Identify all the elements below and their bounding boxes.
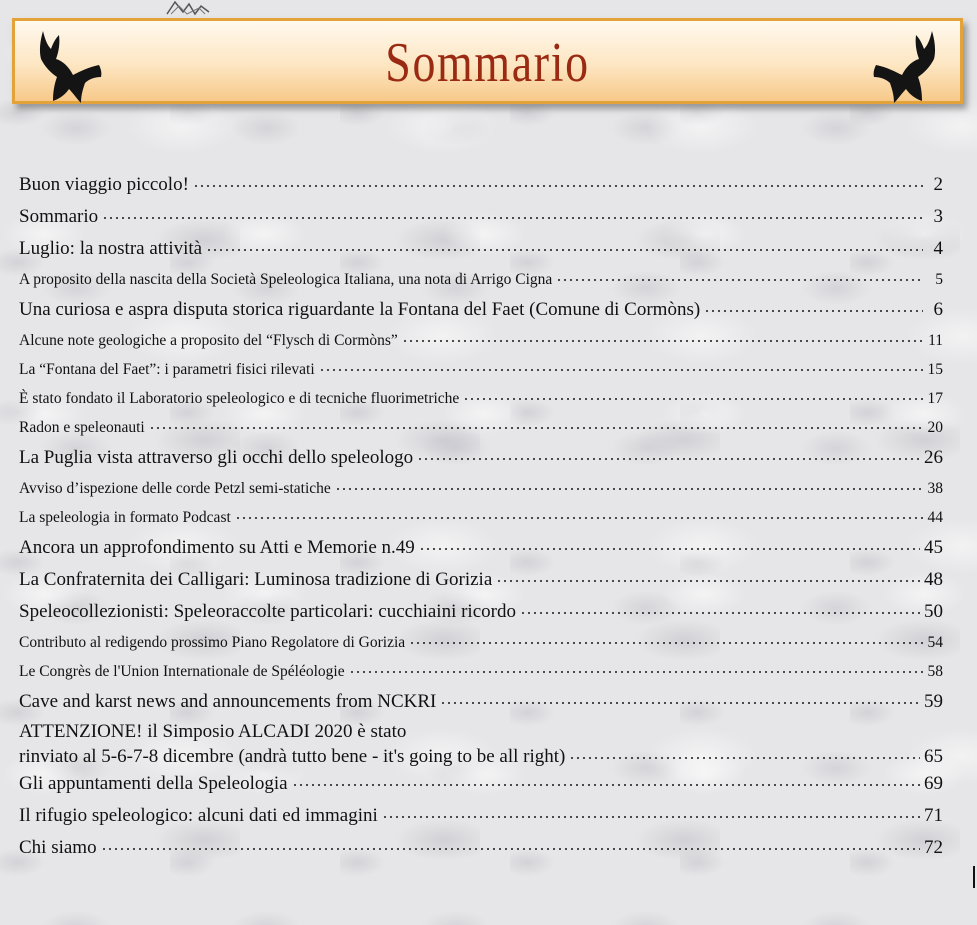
toc-entry-page: 5 [935, 271, 943, 288]
toc-entry-page: 69 [924, 773, 943, 794]
dot-leader [520, 598, 920, 617]
toc-entry-title: Speleocollezionisti: Speleoraccolte particolari: cucchiaini ricordo [19, 601, 516, 622]
toc-entry-page: 38 [927, 480, 943, 497]
dot-leader [149, 417, 923, 433]
toc-entry[interactable] [19, 628, 943, 657]
sketch-icon [165, 0, 211, 16]
toc-entry-title: Luglio: la nostra attività [19, 238, 203, 259]
bat-icon [864, 29, 946, 109]
dot-leader [409, 632, 923, 648]
dot-leader [402, 330, 923, 346]
toc-entry[interactable] [19, 768, 943, 800]
toc-entry-title: Buon viaggio piccolo! [19, 174, 189, 195]
dot-leader [335, 478, 923, 494]
dot-leader [235, 507, 923, 523]
toc-entry-page: 20 [927, 419, 943, 436]
toc-entry[interactable] [19, 294, 943, 326]
toc-entry-title: Contributo al redigendo prossimo Piano Regolatore di Gorizia [19, 634, 406, 651]
toc-entry-title-continued: rinviato al 5-6-7-8 dicembre (andrà tutto bene - it's going to be all right) [19, 746, 566, 767]
toc-entry[interactable] [19, 718, 943, 768]
toc-entry-title: La Confraternita dei Calligari: Luminosa tradizione di Gorizia [19, 569, 493, 590]
toc-entry[interactable] [19, 564, 943, 596]
toc-entry-page: 4 [933, 238, 943, 259]
toc-entry-title: Radon e speleonauti [19, 419, 145, 436]
toc-entry-page: 72 [924, 837, 943, 858]
toc-entry-title: Alcune note geologiche a proposito del “Flysch di Cormòns” [19, 332, 398, 349]
toc-entry[interactable] [19, 233, 943, 265]
toc-entry-page: 48 [924, 569, 943, 590]
toc-entry[interactable] [19, 201, 943, 233]
toc-entry[interactable] [19, 384, 943, 413]
toc-entry-title: Gli appuntamenti della Speleologia [19, 773, 288, 794]
toc-entry-title: Avviso d’ispezione delle corde Petzl semi-statiche [19, 480, 331, 497]
dot-leader [382, 802, 920, 821]
dot-leader [101, 834, 920, 853]
toc-entry[interactable] [19, 265, 943, 294]
bat-icon [29, 29, 111, 109]
toc-entry[interactable] [19, 503, 943, 532]
toc-entry[interactable] [19, 169, 943, 201]
toc-entry-title: ATTENZIONE! il Simposio ALCADI 2020 è stato [19, 721, 407, 742]
toc-entry-page: 26 [924, 447, 943, 468]
toc-entry[interactable] [19, 326, 943, 355]
dot-leader [496, 566, 920, 585]
toc-entry[interactable] [19, 686, 943, 718]
dot-leader [349, 661, 923, 677]
edge-mark [973, 866, 975, 888]
toc-entry[interactable] [19, 442, 943, 474]
dot-leader [556, 269, 923, 285]
toc-entry-title: Una curiosa e aspra disputa storica riguardante la Fontana del Faet (Comune di Cormòns) [19, 299, 701, 320]
toc-entry-page: 44 [927, 509, 943, 526]
title-banner [12, 18, 963, 104]
dot-leader [417, 444, 920, 463]
dot-leader [419, 534, 920, 553]
page-title: Sommario [385, 32, 590, 94]
toc-entry-page: 2 [933, 174, 943, 195]
toc-entry-title: Cave and karst news and announcements from NCKRI [19, 691, 437, 712]
toc-entry-page: 17 [927, 390, 943, 407]
toc-entry-title: Sommario [19, 206, 99, 227]
toc-entry-page: 71 [924, 805, 943, 826]
toc-entry-title: La speleologia in formato Podcast [19, 509, 231, 526]
toc-entry-title: Ancora un approfondimento su Atti e Memorie n.49 [19, 537, 415, 558]
toc-entry[interactable] [19, 532, 943, 564]
toc-entry-title: A proposito della nascita della Società Speleologica Italiana, una nota di Arrigo Cigna [19, 271, 553, 288]
toc-entry-title: Il rifugio speleologico: alcuni dati ed immagini [19, 805, 378, 826]
toc-entry-page: 15 [927, 361, 943, 378]
toc-entry[interactable] [19, 800, 943, 832]
table-of-contents [19, 169, 943, 864]
toc-entry[interactable] [19, 474, 943, 503]
dot-leader [463, 388, 923, 404]
toc-entry-page: 3 [933, 206, 943, 227]
toc-entry[interactable] [19, 832, 943, 864]
toc-entry-page: 65 [924, 746, 943, 767]
toc-entry-page: 50 [924, 601, 943, 622]
toc-entry[interactable] [19, 657, 943, 686]
toc-entry[interactable] [19, 413, 943, 442]
dot-leader [206, 235, 923, 254]
toc-entry-title: La Puglia vista attraverso gli occhi dello speleologo [19, 447, 414, 468]
toc-entry-page: 11 [928, 332, 943, 349]
toc-entry-page: 58 [927, 663, 943, 680]
dot-leader [319, 359, 923, 375]
toc-entry-title: Le Congrès de l'Union Internationale de Spéléologie [19, 663, 345, 680]
toc-entry-title: La “Fontana del Faet”: i parametri fisici rilevati [19, 361, 315, 378]
toc-entry-page: 6 [933, 299, 943, 320]
dot-leader [569, 743, 920, 762]
dot-leader [193, 171, 923, 190]
toc-entry[interactable] [19, 596, 943, 628]
toc-entry[interactable] [19, 355, 943, 384]
toc-entry-title: È stato fondato il Laboratorio speleologico e di tecniche fluorimetriche [19, 390, 460, 407]
toc-entry-page: 59 [924, 691, 943, 712]
dot-leader [704, 296, 923, 315]
toc-entry-page: 54 [927, 634, 943, 651]
dot-leader [292, 770, 920, 789]
toc-entry-title: Chi siamo [19, 837, 97, 858]
dot-leader [440, 688, 920, 707]
toc-entry-page: 45 [924, 537, 943, 558]
dot-leader [102, 203, 923, 222]
